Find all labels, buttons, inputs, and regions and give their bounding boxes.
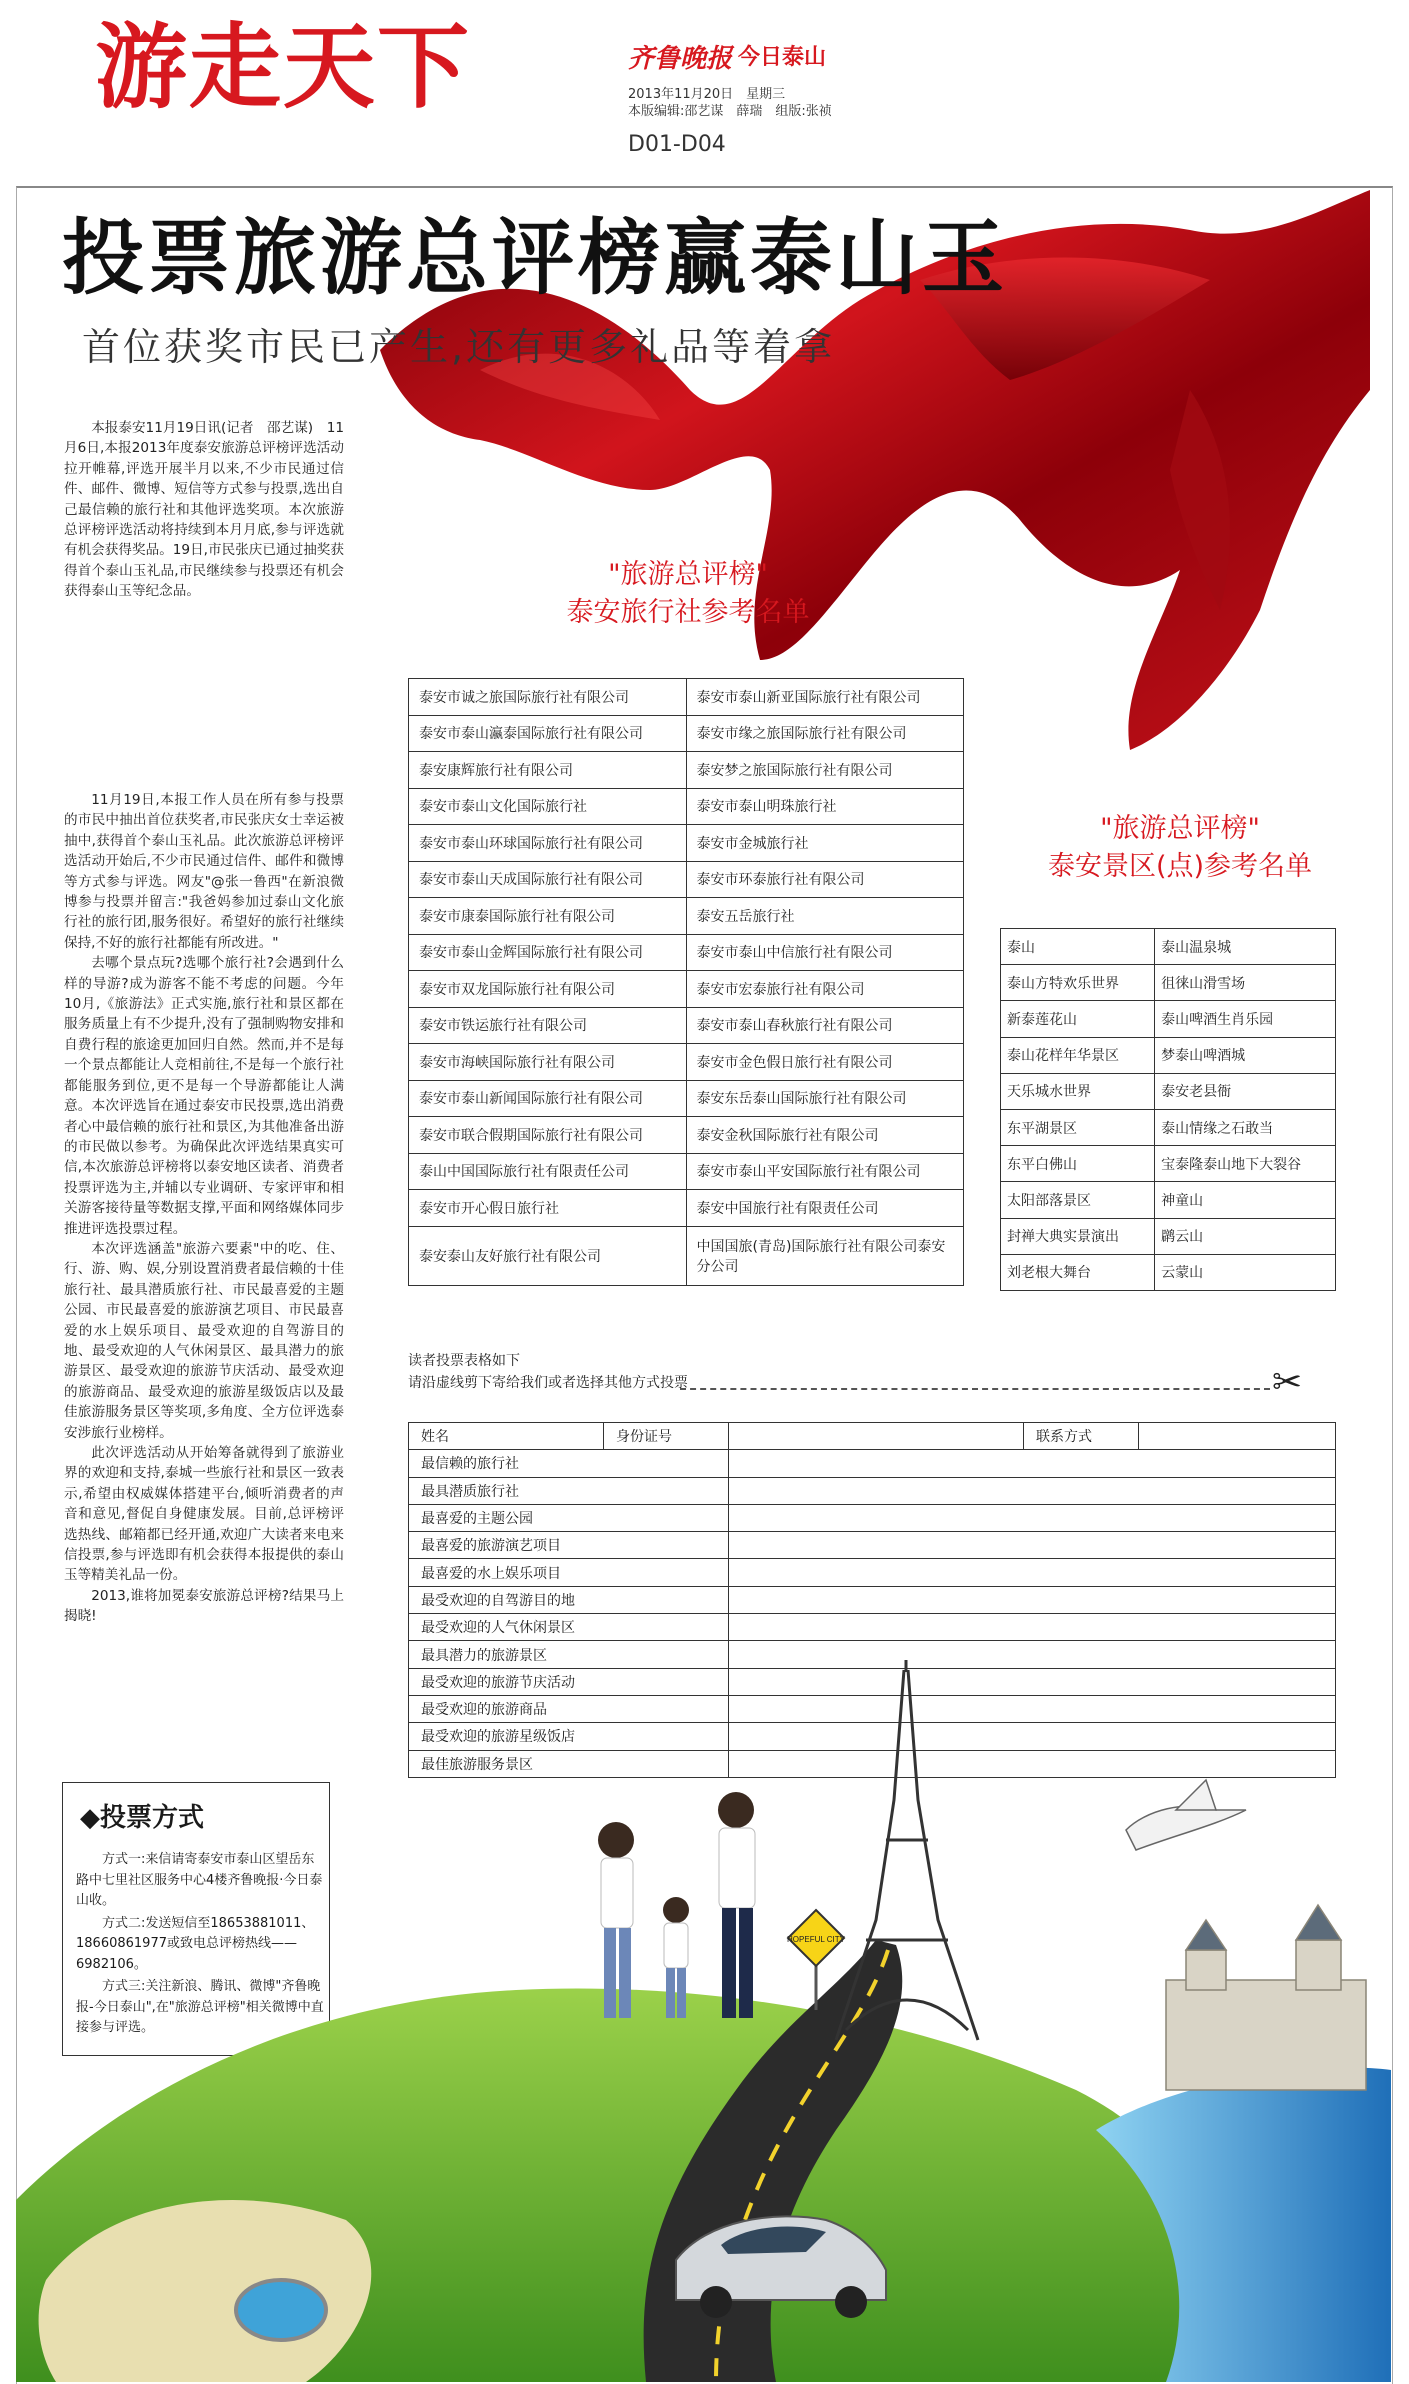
scenic-row (1001, 1254, 1336, 1290)
agency-name-cell: 泰安金秋国际旅行社有限公司 (686, 1117, 964, 1154)
agency-name-cell: 泰安市泰山金辉国际旅行社有限公司 (409, 934, 687, 971)
scenic-name-cell: 新泰莲花山 (1001, 1001, 1155, 1037)
article-body-top (64, 418, 344, 783)
scenic-row (1001, 1037, 1336, 1073)
scenic-row (1001, 1073, 1336, 1109)
vote-category-label: 最受欢迎的人气休闲景区 (409, 1614, 729, 1641)
vote-category-label: 最具潜质旅行社 (409, 1477, 729, 1504)
article-paragraph: 2013,谁将加冕泰安旅游总评榜?结果马上揭晓! (64, 1587, 344, 1625)
scenic-name-cell: 太阳部落景区 (1001, 1182, 1155, 1218)
scenic-name-cell: 徂徕山滑雪场 (1155, 965, 1336, 1001)
page-range: D01-D04 (628, 132, 726, 157)
editor-credits: 本版编辑:邵艺谋 薛瑞 组版:张祯 (628, 104, 832, 119)
vote-category-row (409, 1614, 1336, 1641)
agency-heading-line2: 泰安旅行社参考名单 (566, 597, 810, 628)
agency-row (409, 788, 964, 825)
vote-answer-field[interactable] (729, 1477, 1336, 1504)
vote-id-label: 身份证号 (604, 1423, 729, 1450)
family-figures (598, 1792, 755, 2018)
scenic-row (1001, 965, 1336, 1001)
article-paragraph: 去哪个景点玩?选哪个旅行社?会遇到什么样的导游?成为游客不能不考虑的问题。今年10月,《旅游法》正式实施,旅行社和景区都在服务质量上有不少提升,没有了强制购物安排和自费行程的旅途更加回归自然。然而,并不是每一个景点都能让人竞相前往,不是每一个旅行社都能服务到位,更不是每一个导游都能让人满意。本次评选旨在通过泰安市民投票,选出消费者心中最信赖的旅行社和景区,为其他准备出游的市民做以参考。为确保此次评选结果真实可信,本次旅游总评榜将以泰安地区读者、消费者投票评选为主,并辅以专业调研、专家评审和相关游客接待量等数据支撑,平面和网络媒体同步推进评选投票过程。 (64, 955, 344, 1237)
pond (236, 2280, 326, 2340)
agency-name-cell: 泰安市泰山天成国际旅行社有限公司 (409, 861, 687, 898)
agency-name-cell: 泰山中国国际旅行社有限责任公司 (409, 1153, 687, 1190)
agency-name-cell: 泰安市泰山新闻国际旅行社有限公司 (409, 1080, 687, 1117)
scenic-name-cell: 泰山啤酒生肖乐园 (1155, 1001, 1336, 1037)
agency-heading-line1: "旅游总评榜" (608, 559, 768, 590)
scenic-name-cell: 泰山花样年华景区 (1001, 1037, 1155, 1073)
scenic-name-cell: 东平白佛山 (1001, 1146, 1155, 1182)
article-paragraph: 11月19日,本报工作人员在所有参与投票的市民中抽出首位获奖者,市民张庆女士幸运被抽中,获得首个泰山玉礼品。此次旅游总评榜评选活动开始后,不少市民通过信件、邮件和微博等方式参与评选。网友"@张一鲁西"在新浪微博参与投票并留言:"我爸妈参加过泰山文化旅行社的旅行团,服务很好。希望好的旅行社继续保持,不好的旅行社都能有所改进。" (64, 792, 344, 951)
agency-row (409, 971, 964, 1008)
scenic-name-cell: 泰安老县衙 (1155, 1073, 1336, 1109)
vote-category-label: 最具潜力的旅游景区 (409, 1641, 729, 1668)
agency-row (409, 1153, 964, 1190)
agency-name-cell: 中国国旅(青岛)国际旅行社有限公司泰安分公司 (686, 1226, 964, 1285)
agency-name-cell: 泰安五岳旅行社 (686, 898, 964, 935)
vote-category-row (409, 1477, 1336, 1504)
scenic-row (1001, 1146, 1336, 1182)
voting-methods-title: ◆投票方式 (80, 1803, 204, 1833)
scenic-name-cell: 泰山情缘之石敢当 (1155, 1109, 1336, 1145)
vote-contact-label: 联系方式 (1024, 1423, 1139, 1450)
vote-answer-field[interactable] (729, 1504, 1336, 1531)
scenic-row (1001, 1001, 1336, 1037)
article-body (64, 790, 344, 1627)
agency-row (409, 861, 964, 898)
article-paragraph: 此次评选活动从开始筹备就得到了旅游业界的欢迎和支持,泰城一些旅行社和景区一致表示,希望由权威媒体搭建平台,倾听消费者的声音和意见,督促自身健康发展。目前,总评榜评选热线、邮箱都已经开通,欢迎广大读者来电来信投票,参与评选即有机会获得本报提供的泰山玉等精美礼品一份。 (64, 1445, 344, 1584)
agency-name-cell: 泰安东岳泰山国际旅行社有限公司 (686, 1080, 964, 1117)
agency-name-cell: 泰安市金色假日旅行社有限公司 (686, 1044, 964, 1081)
scenic-name-cell: 泰山温泉城 (1155, 929, 1336, 965)
vote-answer-field[interactable] (729, 1450, 1336, 1477)
agency-name-cell: 泰安梦之旅国际旅行社有限公司 (686, 752, 964, 789)
agency-name-cell: 泰安市海峡国际旅行社有限公司 (409, 1044, 687, 1081)
vote-answer-field[interactable] (729, 1614, 1336, 1641)
travel-illustration (16, 1660, 1391, 2382)
vote-answer-field[interactable] (729, 1586, 1336, 1613)
agency-row (409, 679, 964, 716)
vote-intro-line1: 读者投票表格如下 (408, 1353, 520, 1369)
vote-name-label: 姓名 (409, 1423, 604, 1450)
section-title: 游走天下 (95, 14, 472, 121)
agency-name-cell: 泰安市泰山中信旅行社有限公司 (686, 934, 964, 971)
agency-name-cell: 泰安中国旅行社有限责任公司 (686, 1190, 964, 1227)
agency-table (408, 678, 964, 1286)
vote-category-label: 最受欢迎的旅游节庆活动 (409, 1668, 729, 1695)
vote-answer-field[interactable] (729, 1532, 1336, 1559)
scenic-name-cell: 宝泰隆泰山地下大裂谷 (1155, 1146, 1336, 1182)
article-paragraph: 本次评选涵盖"旅游六要素"中的吃、住、行、游、购、娱,分别设置消费者最信赖的十佳旅行社、最具潜质旅行社、市民最喜爱的主题公园、市民最喜爱的旅游演艺项目、市民最喜爱的水上娱乐项目、最受欢迎的自驾游目的地、最受欢迎的人气休闲景区、最具潜力的旅游景区、最受欢迎的旅游节庆活动、最受欢迎的旅游商品、最受欢迎的旅游星级饭店以及最佳旅游服务景区等奖项,多角度、全方位评选泰安涉旅行业榜样。 (64, 1240, 344, 1441)
vote-category-row (409, 1586, 1336, 1613)
vote-category-label: 最信赖的旅行社 (409, 1450, 729, 1477)
agency-row (409, 898, 964, 935)
edition-name: 今日泰山 (738, 45, 827, 70)
cut-line (680, 1388, 1270, 1390)
vote-category-label: 最喜爱的旅游演艺项目 (409, 1532, 729, 1559)
newspaper-name: 齐鲁晚报 (628, 44, 733, 74)
agency-name-cell: 泰安康辉旅行社有限公司 (409, 752, 687, 789)
agency-name-cell: 泰安市金城旅行社 (686, 825, 964, 862)
agency-row (409, 825, 964, 862)
scenic-name-cell: 泰山方特欢乐世界 (1001, 965, 1155, 1001)
vote-category-row (409, 1504, 1336, 1531)
article-paragraph: 本报泰安11月19日讯(记者 邵艺谋) 11月6日,本报2013年度泰安旅游总评榜评选活动拉开帷幕,评选开展半月以来,不少市民通过信件、邮件、微博、短信等方式参与投票,选出自己最信赖的旅行社和其他评选奖项。本次旅游总评榜评选活动将持续到本月月底,参与评选就有机会获得奖品。19日,市民张庆已通过抽奖获得首个泰山玉礼品,市民继续参与投票还有机会获得泰山玉等纪念品。 (64, 420, 344, 600)
scenic-name-cell: 东平湖景区 (1001, 1109, 1155, 1145)
agency-name-cell: 泰安市泰山环球国际旅行社有限公司 (409, 825, 687, 862)
vote-category-row (409, 1450, 1336, 1477)
agency-name-cell: 泰安泰山友好旅行社有限公司 (409, 1226, 687, 1285)
scenic-name-cell: 梦泰山啤酒城 (1155, 1037, 1336, 1073)
scenic-name-cell: 刘老根大舞台 (1001, 1254, 1155, 1290)
sign-text: HOPEFUL CITY (787, 1935, 845, 1944)
agency-name-cell: 泰安市康泰国际旅行社有限公司 (409, 898, 687, 935)
agency-name-cell: 泰安市环泰旅行社有限公司 (686, 861, 964, 898)
vote-category-label: 最佳旅游服务景区 (409, 1750, 729, 1777)
voting-method-3: 方式三:关注新浪、腾讯、微博"齐鲁晚报-今日泰山",在"旅游总评榜"相关微博中直接参与评选。 (76, 1979, 324, 2035)
vote-category-label: 最喜爱的水上娱乐项目 (409, 1559, 729, 1586)
scenic-table (1000, 928, 1336, 1291)
scenic-heading-line1: "旅游总评榜" (1100, 813, 1260, 844)
agency-name-cell: 泰安市联合假期国际旅行社有限公司 (409, 1117, 687, 1154)
vote-contact-field[interactable] (1139, 1423, 1336, 1450)
headline: 投票旅游总评榜赢泰山玉 (62, 211, 1009, 306)
scenic-name-cell: 云蒙山 (1155, 1254, 1336, 1290)
scenic-row (1001, 1218, 1336, 1254)
agency-row (409, 1117, 964, 1154)
voting-method-2: 方式二:发送短信至18653881011、18660861977或致电总评榜热线——6982106。 (76, 1915, 315, 1972)
date-line (628, 86, 832, 120)
agency-name-cell: 泰安市泰山明珠旅行社 (686, 788, 964, 825)
vote-form-intro (408, 1350, 688, 1394)
scenic-name-cell: 䴙云山 (1155, 1218, 1336, 1254)
agency-name-cell: 泰安市泰山文化国际旅行社 (409, 788, 687, 825)
scenic-name-cell: 神童山 (1155, 1182, 1336, 1218)
scenic-name-cell: 封禅大典实景演出 (1001, 1218, 1155, 1254)
scenic-name-cell: 天乐城水世界 (1001, 1073, 1155, 1109)
agency-name-cell: 泰安市泰山春秋旅行社有限公司 (686, 1007, 964, 1044)
vote-id-field[interactable] (729, 1423, 1024, 1450)
vote-intro-line2: 请沿虚线剪下寄给我们或者选择其他方式投票 (408, 1375, 688, 1391)
agency-row (409, 1226, 964, 1285)
agency-row (409, 1190, 964, 1227)
agency-row (409, 934, 964, 971)
agency-row (409, 1007, 964, 1044)
issue-date: 2013年11月20日 星期三 (628, 87, 786, 102)
agency-row (409, 752, 964, 789)
agency-name-cell: 泰安市双龙国际旅行社有限公司 (409, 971, 687, 1008)
scenic-row (1001, 929, 1336, 965)
agency-name-cell: 泰安市开心假日旅行社 (409, 1190, 687, 1227)
agency-list-heading (408, 556, 968, 632)
scenic-row (1001, 1109, 1336, 1145)
scenic-row (1001, 1182, 1336, 1218)
agency-row (409, 1044, 964, 1081)
vote-category-row (409, 1559, 1336, 1586)
vote-category-label: 最受欢迎的旅游星级饭店 (409, 1723, 729, 1750)
subheadline: 首位获奖市民已产生,还有更多礼品等着拿 (82, 325, 836, 369)
vote-category-row (409, 1532, 1336, 1559)
agency-row (409, 715, 964, 752)
airplane (1126, 1780, 1246, 1850)
agency-name-cell: 泰安市诚之旅国际旅行社有限公司 (409, 679, 687, 716)
vote-category-label: 最受欢迎的旅游商品 (409, 1695, 729, 1722)
vote-category-label: 最喜爱的主题公园 (409, 1504, 729, 1531)
scenic-heading-line2: 泰安景区(点)参考名单 (1047, 851, 1313, 882)
scenic-name-cell: 泰山 (1001, 929, 1155, 965)
agency-name-cell: 泰安市泰山瀛泰国际旅行社有限公司 (409, 715, 687, 752)
vote-category-label: 最受欢迎的自驾游目的地 (409, 1586, 729, 1613)
voting-method-1: 方式一:来信请寄泰安市泰山区望岳东路中七里社区服务中心4楼齐鲁晚报·今日泰山收。 (76, 1852, 323, 1908)
agency-name-cell: 泰安市缘之旅国际旅行社有限公司 (686, 715, 964, 752)
scissors-icon: ✂ (1272, 1362, 1303, 1403)
agency-name-cell: 泰安市泰山平安国际旅行社有限公司 (686, 1153, 964, 1190)
castle (1166, 1905, 1366, 2090)
agency-name-cell: 泰安市铁运旅行社有限公司 (409, 1007, 687, 1044)
agency-name-cell: 泰安市宏泰旅行社有限公司 (686, 971, 964, 1008)
vote-answer-field[interactable] (729, 1559, 1336, 1586)
agency-name-cell: 泰安市泰山新亚国际旅行社有限公司 (686, 679, 964, 716)
agency-row (409, 1080, 964, 1117)
scenic-list-heading (1000, 810, 1360, 886)
